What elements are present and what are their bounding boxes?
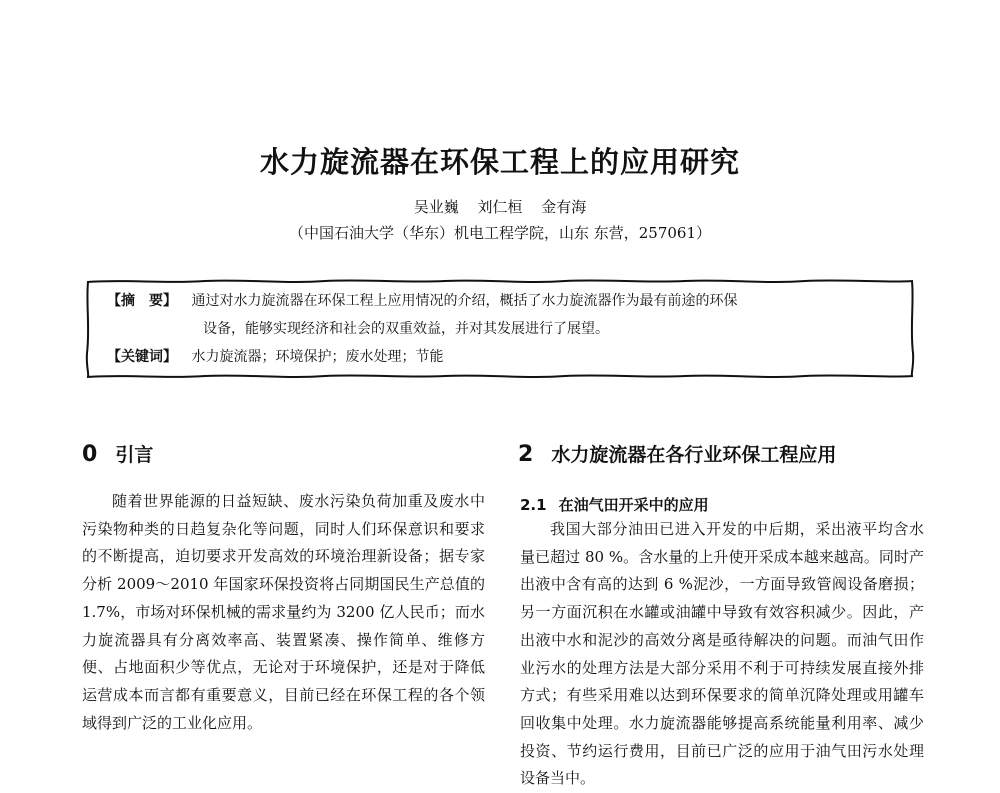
subsection-2-1-number: 2.1 [520,496,547,514]
section-0-paragraph: 随着世界能源的日益短缺、废水污染负荷加重及废水中污染物种类的日趋复杂化等问题，同时人们环保意识和要求的不断提高，迫切要求开发高效的环境治理新设备；据专家分析 2009～2010 年国家环保投资将占同期国民生产总值的 1.7%，市场对环保机械的需求量约为 3200 亿人民币；而水力旋流器具有分离效率高、装置紧凑、操作简单、维修方便、占地面积少等优点，无论对于环境保护，还是对于降低运营成本而言都有重要意义，目前已经在环保工程的各个领域得到广泛的工业化应用。 [82,492,485,732]
section-0-number: 0 [82,442,98,467]
abstract-line-1 [107,290,737,310]
paper-title: 水力旋流器在环保工程上的应用研究 [259,145,740,179]
abstract-text-2: 设备，能够实现经济和社会的双重效益，并对其发展进行了展望。 [203,321,609,337]
section-2-paragraph: 我国大部分油田已进入开发的中后期，采出液平均含水量已超过 80 %。含水量的上升使开采成本越来越高。同时产出液中含有高的达到 6 %泥沙，一方面导致管阀设备磨损；另一方面沉积在水罐或油罐中导致有效容积减少。因此，产出液中水和泥沙的高效分离是亟待解决的问题。而油气田作业污水的处理方法是大部分采用不利于可持续发展直接外排方式；有些采用难以达到环保要求的简单沉降处理或用罐车回收集中处理。水力旋流器能够提高系统能量利用率、减少投资、节约运行费用，目前已广泛的应用于油气田污水处理设备当中。 [520,520,924,788]
author-list: 吴业巍 刘仁桓 金有海 [413,198,587,216]
section-2-title: 水力旋流器在各行业环保工程应用 [551,444,837,466]
keywords-text: 水力旋流器；环境保护；废水处理；节能 [191,349,444,365]
keywords-label: 【关键词】 [107,349,177,365]
section-2-heading [518,440,836,467]
abstract-box [85,278,915,380]
abstract-label: 【摘 要】 [107,293,177,309]
section-0-title: 引言 [115,444,154,466]
section-2-number: 2 [518,442,534,467]
subsection-2-1-heading [520,494,709,515]
keywords-line [107,346,443,366]
subsection-2-1-title: 在油气田开采中的应用 [558,496,709,514]
affiliation: （中国石油大学（华东）机电工程学院，山东 东营，257061） [288,224,712,242]
section-0-heading [82,440,153,467]
abstract-text-1: 通过对水力旋流器在环保工程上应用情况的介绍，概括了水力旋流器作为最有前途的环保 [191,293,738,309]
